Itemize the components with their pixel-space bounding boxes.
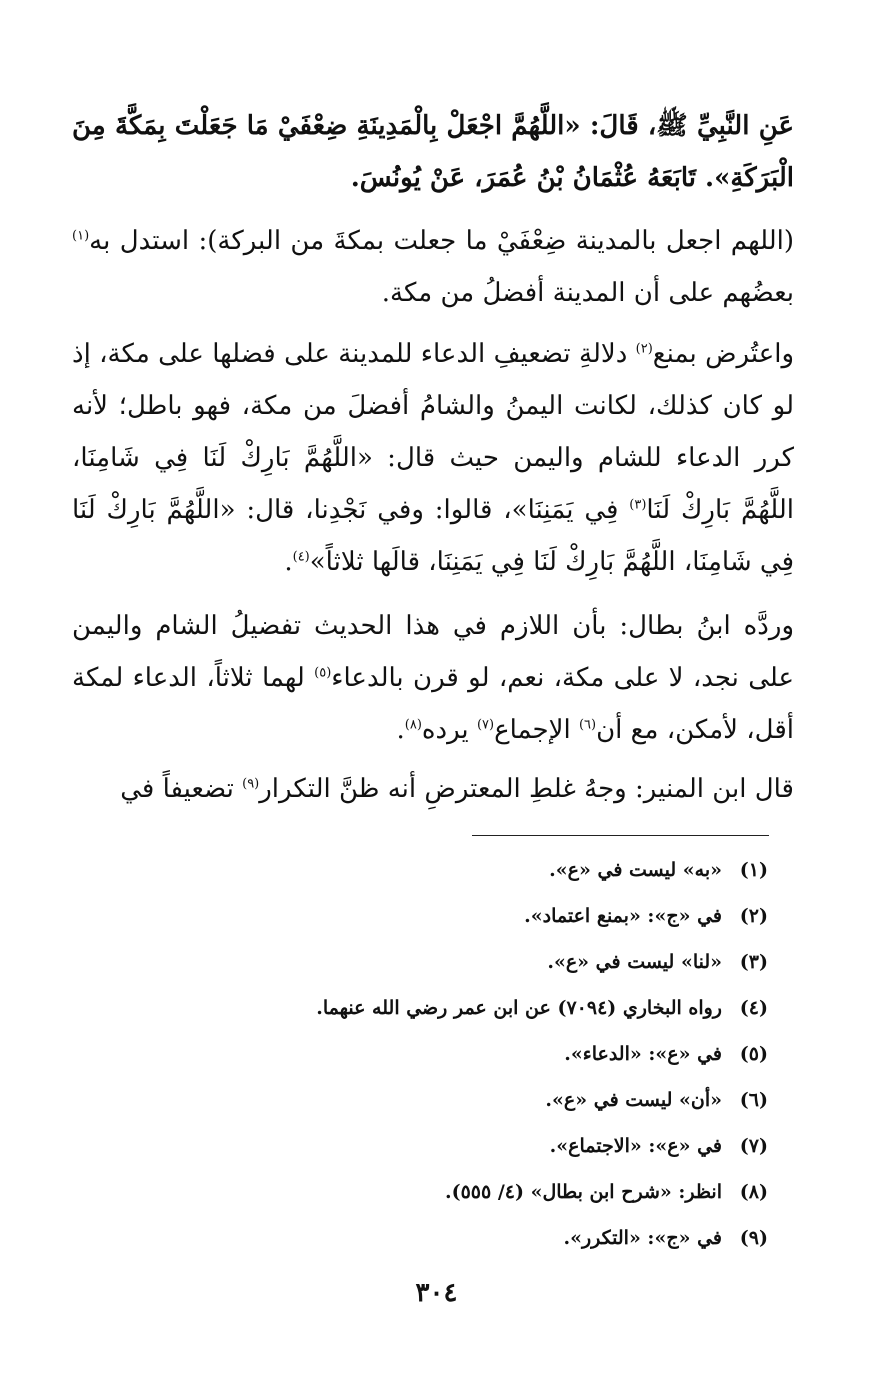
footnote-ref[interactable]: (١) (72, 228, 90, 244)
commentary-text: (اللهم اجعل بالمدينة ضِعْفَيْ ما جعلت بمكةَ من البركة): استدل به (89, 226, 794, 256)
footnote-item (72, 894, 768, 940)
footnote-ref[interactable]: (٤) (292, 549, 310, 565)
commentary-text: واعتُرض بمنع (652, 339, 794, 369)
footnote-ref[interactable]: (٥) (314, 665, 332, 681)
footnote-text: «به» ليست في «ع». (549, 859, 722, 881)
commentary-paragraph-3 (72, 600, 794, 756)
footnote-text: «لنا» ليست في «ع». (547, 951, 722, 973)
commentary-paragraph-1 (72, 215, 794, 319)
footnotes-list (72, 848, 768, 1262)
commentary-paragraph-4 (72, 763, 794, 815)
footnote-number: (١) (739, 859, 768, 881)
footnote-ref[interactable]: (٩) (242, 776, 260, 792)
footnote-item (72, 1032, 768, 1078)
footnote-item (72, 1170, 768, 1216)
footnote-separator (472, 835, 769, 836)
footnote-item (72, 986, 768, 1032)
commentary-text: . (284, 547, 293, 577)
footnote-number: (٤) (739, 997, 768, 1019)
footnote-number: (٣) (739, 951, 768, 973)
footnote-text: في «ج»: «بمنع اعتماد». (524, 905, 722, 927)
footnote-number: (٢) (739, 905, 768, 927)
footnote-ref[interactable]: (٢) (635, 341, 653, 357)
footnote-text: «أن» ليست في «ع». (545, 1089, 722, 1111)
footnote-ref[interactable]: (٦) (578, 717, 597, 733)
commentary-text: دلالةِ تضعيفِ الدعاء للمدينة على فضلها على مكة، إذ لو كان كذلك، لكانت اليمنُ والشامُ أفضلَ من مكة، فهو باطل؛ لأنه كرر الدعاء للشام واليمن حيث قال: «اللَّهُمَّ بَارِكْ لَنَا فِي شَامِنَا، اللَّهُمَّ بَارِكْ لَنَا (72, 339, 794, 525)
footnote-item (72, 940, 768, 986)
commentary-text: فِي يَمَنِنَا»، قالوا: وفي نَجْدِنا، قال: «اللَّهُمَّ بَارِكْ لَنَا فِي شَامِنَا، اللَّهُمَّ بَارِكْ لَنَا فِي يَمَنِنَا، قالَها ثلاثاً» (72, 495, 794, 577)
footnote-item (72, 848, 768, 894)
footnote-item (72, 1078, 768, 1124)
commentary-paragraph-2 (72, 328, 794, 588)
footnote-text: في «ع»: «الاجتماع». (549, 1135, 722, 1157)
footnote-number: (٦) (739, 1089, 768, 1111)
footnote-text: انظر: «شرح ابن بطال» (٤/ ٥٥٥). (444, 1181, 722, 1203)
footnote-number: (٧) (739, 1135, 768, 1157)
commentary-text: تضعيفاً في (120, 774, 243, 804)
commentary-text: الإجماع (494, 715, 579, 745)
footnote-ref[interactable]: (٨) (404, 717, 422, 733)
footnote-ref[interactable]: (٣) (629, 497, 647, 513)
commentary-text: . (396, 715, 405, 745)
commentary-text: لهما ثلاثاً، الدعاء لمكة أقل، لأمكن، مع أن (72, 663, 794, 745)
footnote-text: رواه البخاري (٧٠٩٤) عن ابن عمر رضي الله عنهما. (316, 997, 722, 1019)
footnote-number: (٨) (739, 1181, 768, 1203)
footnote-text: في «ج»: «التكرر». (563, 1227, 722, 1249)
commentary-text: قال ابن المنير: وجهُ غلطِ المعترضِ أنه ظنَّ التكرار (259, 774, 794, 804)
commentary-text: يرده (421, 715, 477, 745)
footnote-item (72, 1216, 768, 1262)
commentary-text: بعضُهم على أن المدينة أفضلُ من مكة. (381, 278, 794, 308)
footnote-text: في «ع»: «الدعاء». (564, 1043, 722, 1065)
footnote-number: (٩) (739, 1227, 768, 1249)
commentary-text: وردَّه ابنُ بطال: بأن اللازم في هذا الحديث تفضيلُ الشام واليمن على نجد، لا على مكة، نعم، لو قرن بالدعاء (72, 611, 794, 693)
footnote-ref[interactable]: (٧) (476, 717, 495, 733)
footnote-number: (٥) (739, 1043, 768, 1065)
hadith-paragraph (72, 100, 794, 204)
footnote-item (72, 1124, 768, 1170)
hadith-text: عَنِ النَّبِيِّ ﷺ، قَالَ: «اللَّهُمَّ اجْعَلْ بِالْمَدِينَةِ ضِعْفَيْ مَا جَعَلْتَ بِمَكَّةَ مِنَ الْبَرَكَةِ». تَابَعَهُ عُثْمَانُ بْنُ عُمَرَ، عَنْ يُونُسَ. (72, 111, 794, 193)
page-number: ٣٠٤ (415, 1278, 458, 1308)
